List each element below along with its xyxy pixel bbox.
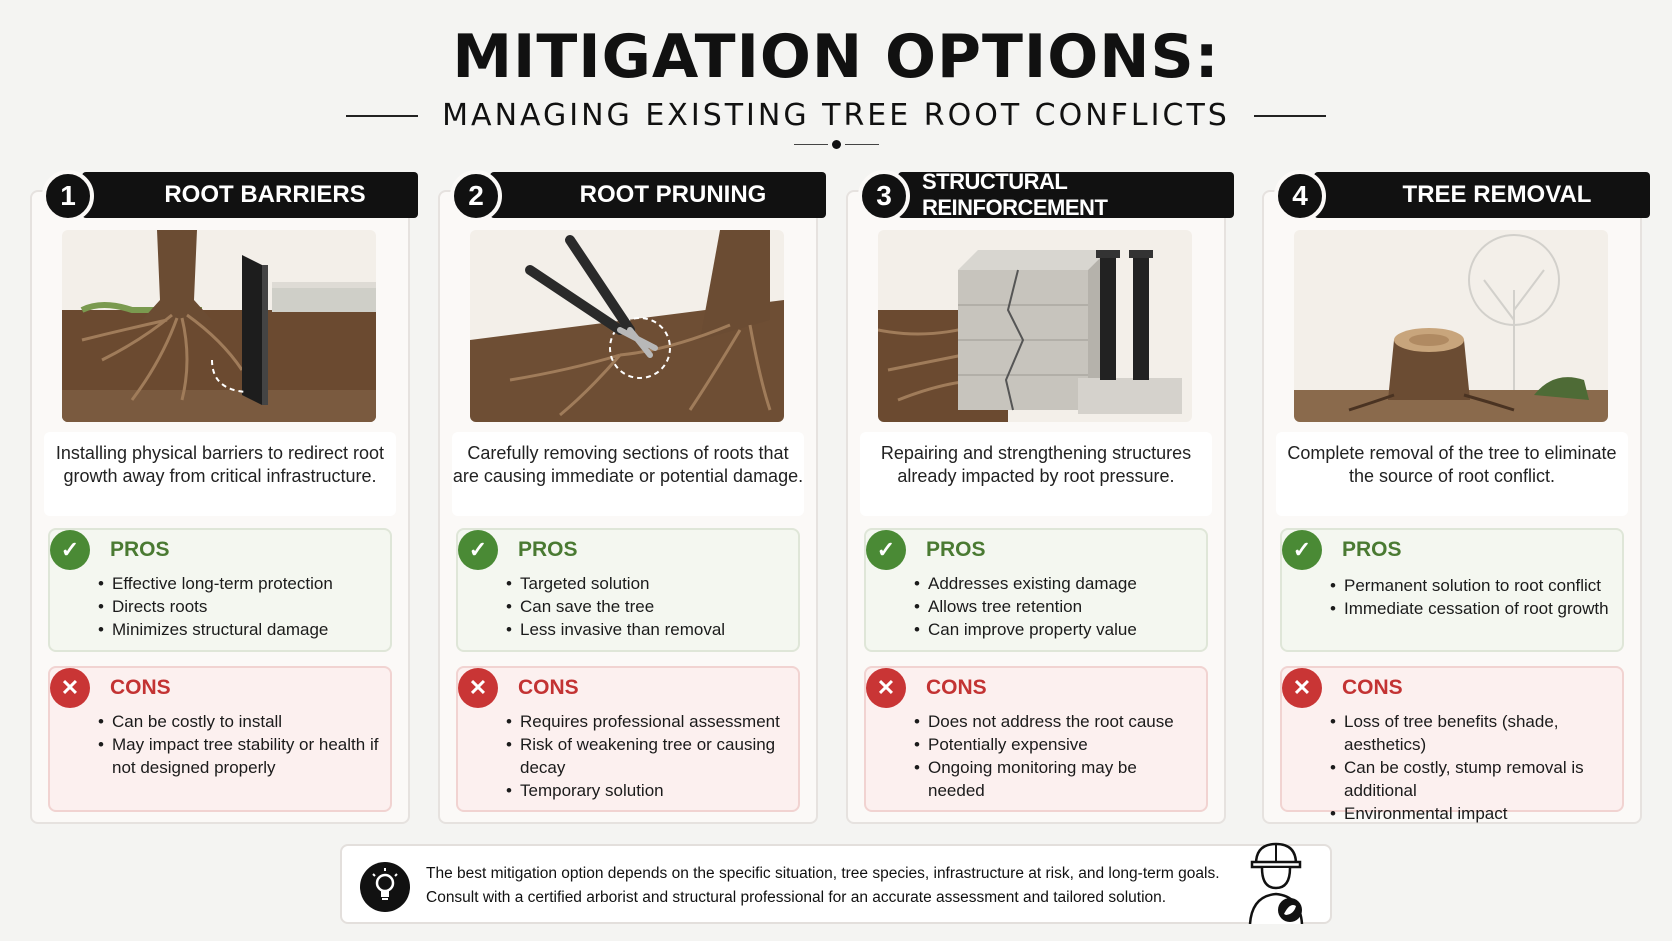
cons-list xyxy=(98,710,382,779)
pros-panel xyxy=(456,528,800,652)
page-title: MITIGATION OPTIONS: xyxy=(452,22,1220,92)
list-item: • Can be costly to install xyxy=(98,710,382,733)
list-item: • Addresses existing damage xyxy=(914,572,1198,595)
list-item: • Targeted solution xyxy=(506,572,790,595)
root-pruning-illustration xyxy=(470,230,784,422)
check-icon: ✓ xyxy=(50,530,90,570)
pros-list xyxy=(1330,574,1614,620)
list-item: • Temporary solution xyxy=(506,779,790,802)
card-number-badge: 1 xyxy=(42,170,94,222)
check-icon: ✓ xyxy=(866,530,906,570)
page-subtitle: MANAGING EXISTING TREE ROOT CONFLICTS xyxy=(442,98,1230,133)
list-item: • Can improve property value xyxy=(914,618,1198,641)
tree-removal-illustration xyxy=(1294,230,1608,422)
cons-label: CONS xyxy=(518,676,579,699)
card-description: Complete removal of the tree to eliminate the source of root conflict. xyxy=(1276,432,1628,516)
list-item: • Minimizes structural damage xyxy=(98,618,382,641)
pros-label: PROS xyxy=(926,538,986,561)
list-item: • Allows tree retention xyxy=(914,595,1198,618)
card-number-badge: 3 xyxy=(858,170,910,222)
list-item: • Directs roots xyxy=(98,595,382,618)
cons-label: CONS xyxy=(1342,676,1403,699)
cons-label: CONS xyxy=(926,676,987,699)
list-item: • Requires professional assessment xyxy=(506,710,790,733)
footer-note xyxy=(340,844,1332,924)
list-item: • Permanent solution to root conflict xyxy=(1330,574,1614,597)
list-item: • Loss of tree benefits (shade, aesthetics) xyxy=(1330,710,1614,756)
list-item: • Does not address the root cause xyxy=(914,710,1198,733)
pros-label: PROS xyxy=(1342,538,1402,561)
pros-list xyxy=(506,572,790,641)
cons-panel xyxy=(456,666,800,812)
list-item: • Effective long-term protection xyxy=(98,572,382,595)
card-number-badge: 4 xyxy=(1274,170,1326,222)
list-item: • Immediate cessation of root growth xyxy=(1330,597,1614,620)
cons-label: CONS xyxy=(110,676,171,699)
list-item: • Can save the tree xyxy=(506,595,790,618)
list-item: • Potentially expensive xyxy=(914,733,1198,756)
subtitle-row xyxy=(0,98,1672,133)
footer-line-2: Consult with a certified arborist and structural professional for an accurate assessment and tailored solution. xyxy=(426,889,1167,906)
arborist-hardhat-icon xyxy=(1246,838,1306,924)
pros-label: PROS xyxy=(518,538,578,561)
pros-list xyxy=(98,572,382,641)
card-structural-reinforcement xyxy=(846,169,1226,824)
cons-panel xyxy=(864,666,1208,812)
card-title: TREE REMOVAL xyxy=(1314,172,1650,218)
card-description: Repairing and strengthening structures already impacted by root pressure. xyxy=(860,432,1212,516)
check-icon: ✓ xyxy=(1282,530,1322,570)
cons-list xyxy=(506,710,790,802)
pros-panel xyxy=(48,528,392,652)
list-item: • May impact tree stability or health if not designed properly xyxy=(98,733,382,779)
x-icon: ✕ xyxy=(866,668,906,708)
cons-panel xyxy=(48,666,392,812)
list-item: • Risk of weakening tree or causing decay xyxy=(506,733,790,779)
x-icon: ✕ xyxy=(1282,668,1322,708)
card-root-pruning xyxy=(438,180,818,824)
subtitle-ornament xyxy=(0,140,1672,149)
subtitle-divider-left xyxy=(346,115,418,117)
card-tree-removal xyxy=(1262,180,1642,824)
footer-text xyxy=(426,862,1220,910)
cons-list xyxy=(1330,710,1614,825)
card-description: Installing physical barriers to redirect root growth away from critical infrastructure. xyxy=(44,432,396,516)
cons-list xyxy=(914,710,1198,802)
list-item: • Environmental impact xyxy=(1330,802,1614,825)
x-icon: ✕ xyxy=(50,668,90,708)
list-item: • Less invasive than removal xyxy=(506,618,790,641)
pros-label: PROS xyxy=(110,538,170,561)
pros-list xyxy=(914,572,1198,641)
card-title: ROOT BARRIERS xyxy=(82,172,418,218)
pros-panel xyxy=(1280,528,1624,652)
cons-panel xyxy=(1280,666,1624,823)
root-barrier-illustration xyxy=(62,230,376,422)
list-item: • Can be costly, stump removal is additional xyxy=(1330,756,1614,802)
card-description: Carefully removing sections of roots that are causing immediate or potential damage. xyxy=(452,432,804,516)
card-title: ROOT PRUNING xyxy=(490,172,826,218)
subtitle-divider-right xyxy=(1254,115,1326,117)
card-number-badge: 2 xyxy=(450,170,502,222)
check-icon: ✓ xyxy=(458,530,498,570)
pros-panel xyxy=(864,528,1208,652)
structural-reinforcement-illustration xyxy=(878,230,1192,422)
lightbulb-icon xyxy=(360,862,410,912)
x-icon: ✕ xyxy=(458,668,498,708)
card-root-barriers xyxy=(30,180,410,824)
card-title: STRUCTURAL REINFORCEMENT xyxy=(898,172,1234,218)
list-item: • Ongoing monitoring may be needed xyxy=(914,756,1198,802)
footer-line-1: The best mitigation option depends on the specific situation, tree species, infrastructure at risk, and long-term goals. xyxy=(426,865,1220,882)
